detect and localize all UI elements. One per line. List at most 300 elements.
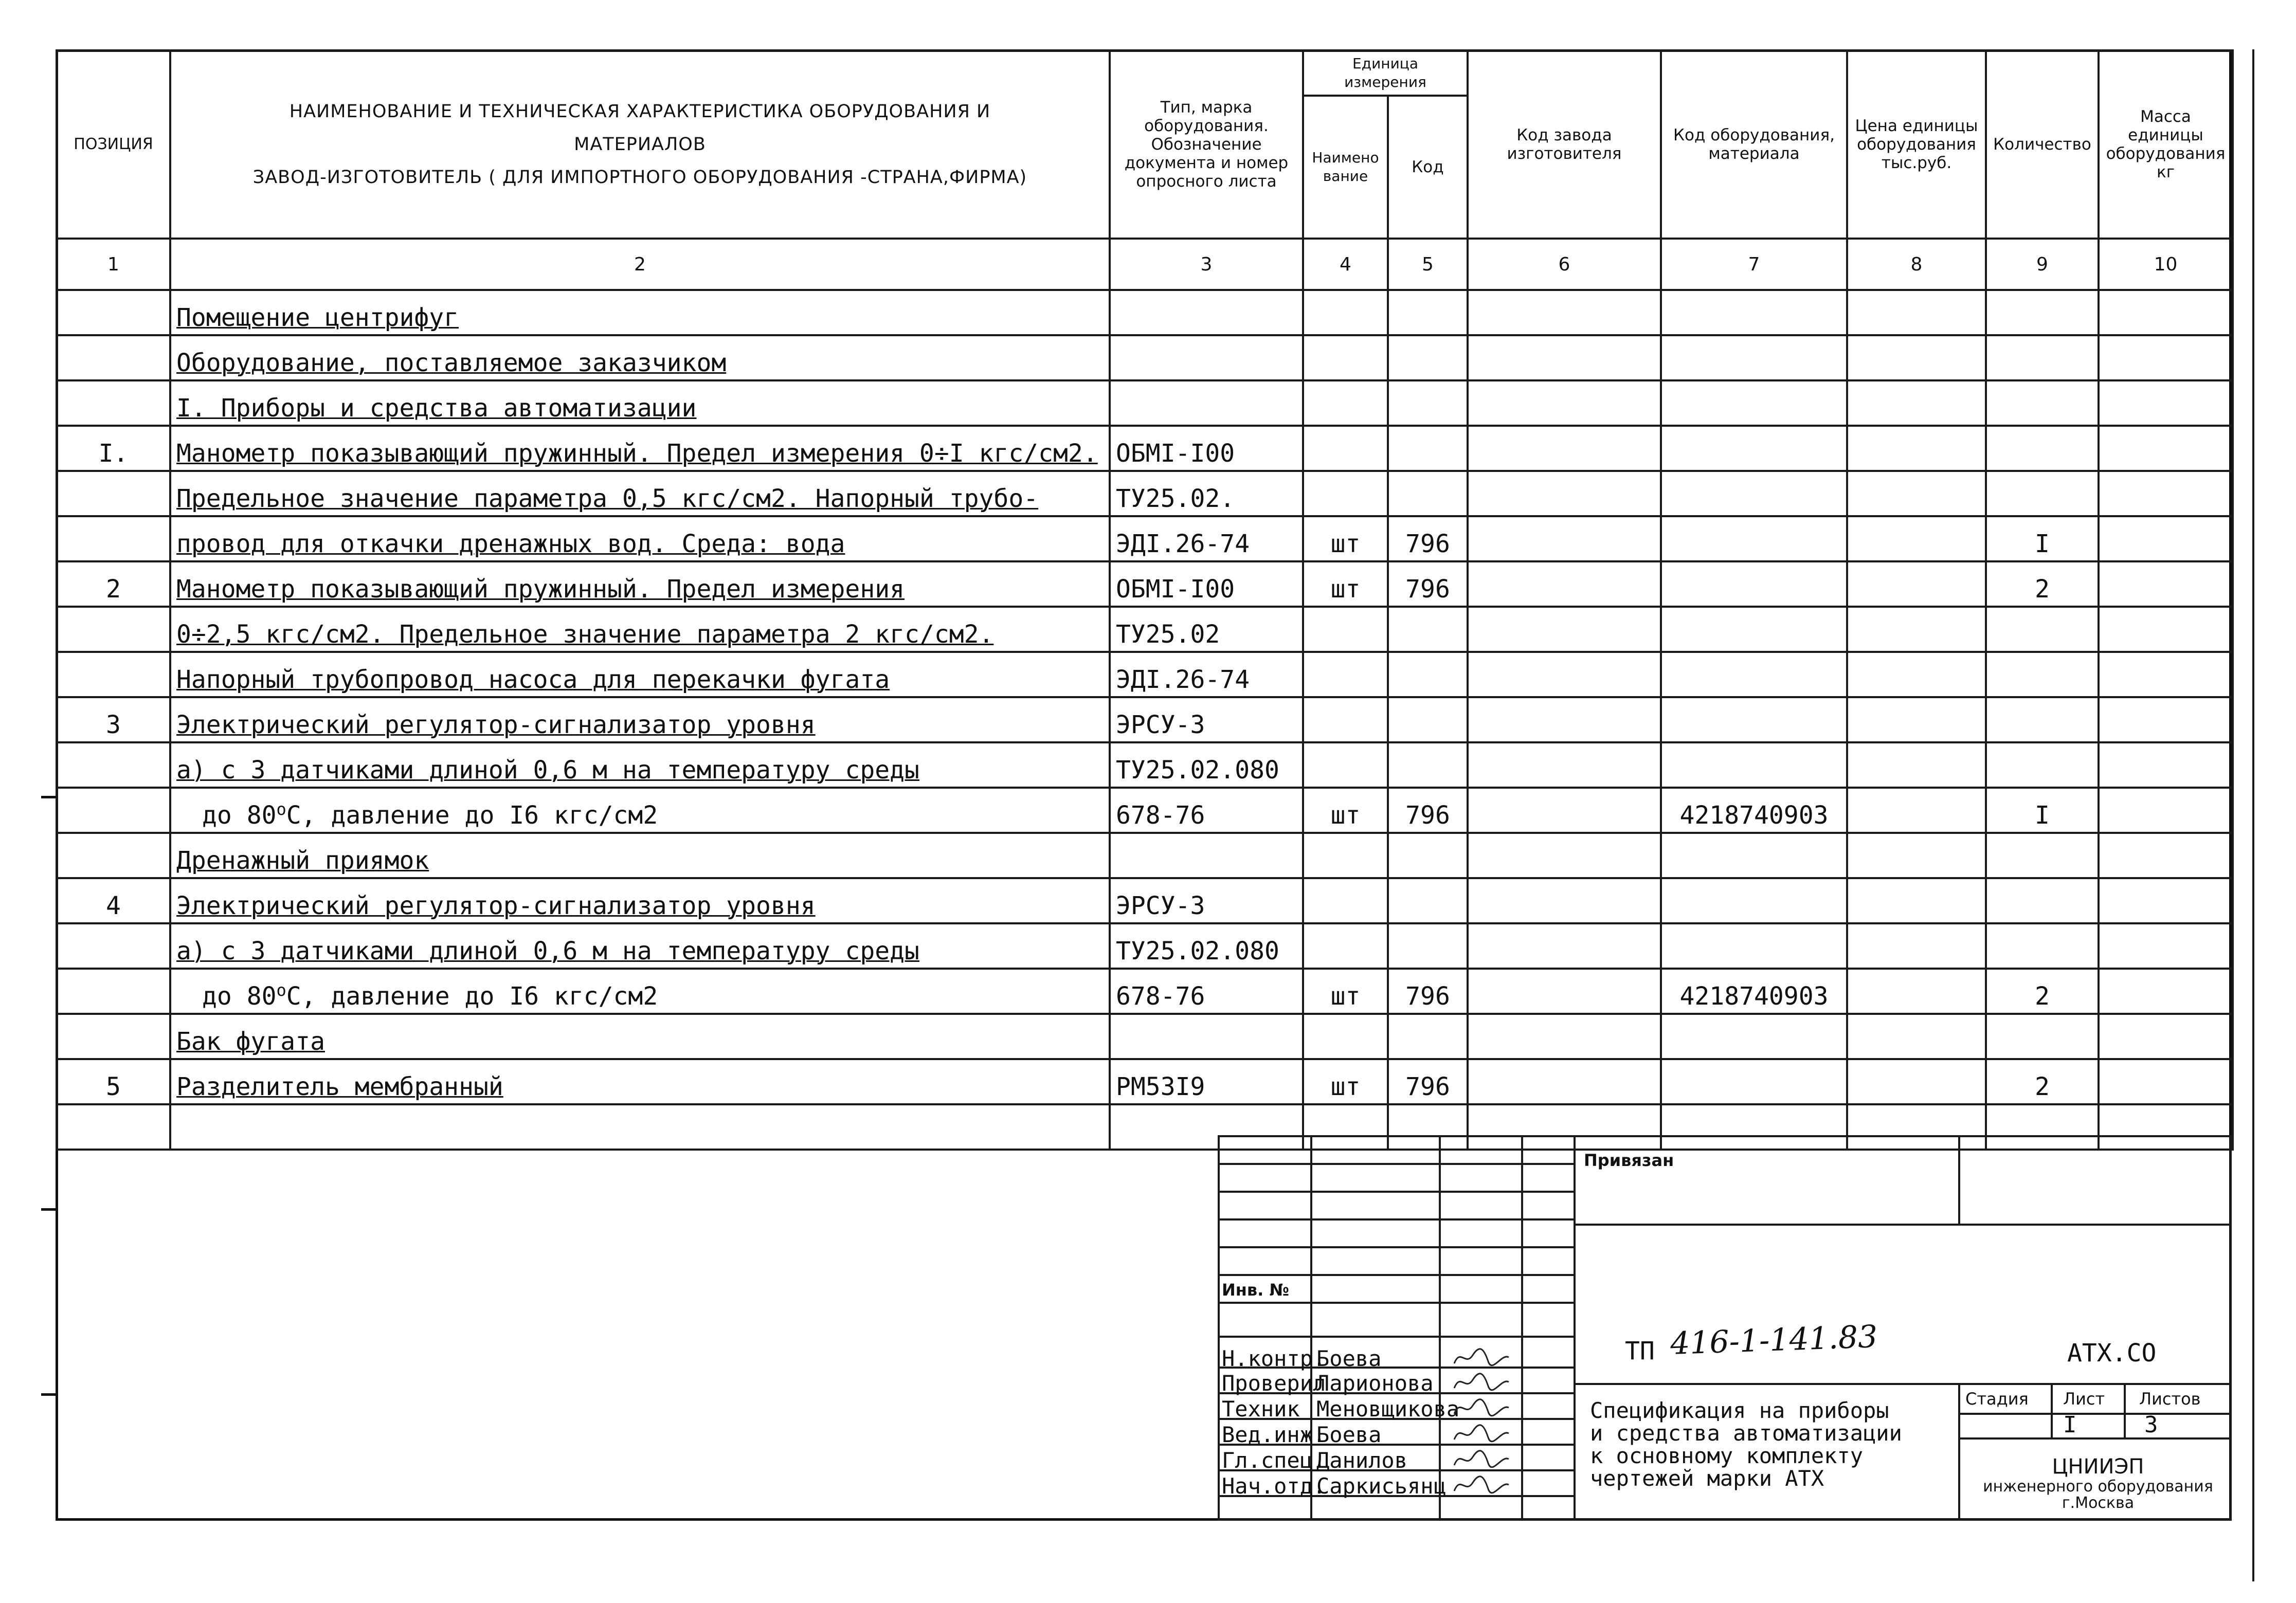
- equipment-code-cell: [1661, 516, 1847, 561]
- type-cell: [1110, 471, 1303, 516]
- price-cell: [1847, 471, 1986, 516]
- name-cell: [170, 1059, 1110, 1104]
- mass-cell: [2099, 335, 2233, 380]
- header-unit-name: Наименование: [1303, 96, 1388, 239]
- name-cell: [170, 426, 1110, 471]
- name-text: С, давление до I6 кгс/см2: [286, 982, 658, 1011]
- equipment-code-cell: [1661, 471, 1847, 516]
- equipment-code-cell: [1661, 697, 1847, 742]
- mass-cell: [2099, 1059, 2233, 1104]
- position-cell: [57, 516, 170, 561]
- name-cell: [170, 652, 1110, 697]
- degree-superscript: о: [276, 799, 286, 819]
- column-number: 7: [1661, 239, 1847, 290]
- maker-code-cell: [1468, 742, 1661, 788]
- description-line: Спецификация на приборы: [1590, 1398, 1889, 1423]
- unit-code-cell: [1388, 290, 1468, 335]
- signature-person: Данилов: [1316, 1448, 1408, 1473]
- position-cell: [57, 1104, 170, 1150]
- price-cell: [1847, 1014, 1986, 1059]
- name-cell: [170, 833, 1110, 878]
- equipment-code-cell: [1661, 290, 1847, 335]
- quantity-cell: [1986, 607, 2099, 652]
- maker-code-cell: [1468, 697, 1661, 742]
- name-cell: [170, 878, 1110, 923]
- mass-cell: [2099, 788, 2233, 833]
- type-text: 678-76: [1116, 801, 1205, 830]
- quantity-cell: [1986, 1059, 2099, 1104]
- handwritten-signature: [1450, 1471, 1512, 1497]
- maker-code-cell: [1468, 923, 1661, 969]
- name-text: Дренажный приямок: [176, 846, 429, 875]
- type-cell: [1110, 742, 1303, 788]
- sheet-number: I: [2063, 1412, 2077, 1438]
- type-cell: [1110, 697, 1303, 742]
- unit-code-cell: [1388, 471, 1468, 516]
- fold-mark: [41, 1393, 57, 1396]
- quantity-text: I: [2035, 801, 2050, 830]
- unit-cell: [1303, 788, 1388, 833]
- type-cell: [1110, 290, 1303, 335]
- column-number: 9: [1986, 239, 2099, 290]
- signature-person: Боева: [1316, 1422, 1382, 1447]
- name-text: Электрический регулятор-сигнализатор уровня: [176, 891, 816, 920]
- position-cell: [57, 607, 170, 652]
- name-text: Напорный трубопровод насоса для перекачки фугата: [176, 665, 890, 694]
- name-text: С, давление до I6 кгс/см2: [286, 801, 658, 830]
- unit-code-cell: [1388, 607, 1468, 652]
- column-numbers-row: [57, 239, 2233, 290]
- quantity-cell: [1986, 380, 2099, 426]
- signature-role: Н.контр.: [1222, 1346, 1326, 1371]
- equipment-code-cell: [1661, 426, 1847, 471]
- name-text: провод для откачки дренажных вод. Среда: вода: [176, 530, 845, 558]
- signature-role: Вед.инж.: [1222, 1422, 1326, 1447]
- quantity-cell: [1986, 335, 2099, 380]
- price-cell: [1847, 742, 1986, 788]
- unit-cell: [1303, 335, 1388, 380]
- position-cell: [57, 290, 170, 335]
- signature-role: Гл.спец.: [1222, 1448, 1326, 1473]
- equipment-code-cell: [1661, 923, 1847, 969]
- type-text: 678-76: [1116, 982, 1205, 1011]
- type-cell: [1110, 426, 1303, 471]
- maker-code-cell: [1468, 561, 1661, 607]
- unit-text: шт: [1330, 530, 1361, 558]
- price-cell: [1847, 561, 1986, 607]
- table-row: [57, 426, 2233, 471]
- type-text: ТУ25.02: [1116, 620, 1220, 649]
- position-text: 5: [106, 1072, 121, 1101]
- column-number: 3: [1110, 239, 1303, 290]
- position-cell: [57, 471, 170, 516]
- quantity-cell: [1986, 969, 2099, 1014]
- fold-mark: [41, 796, 57, 798]
- column-number: 5: [1388, 239, 1468, 290]
- unit-text: шт: [1330, 1072, 1361, 1101]
- name-text: 0÷2,5 кгс/см2. Предельное значение параметра 2 кгс/см2.: [176, 620, 994, 649]
- position-cell: [57, 969, 170, 1014]
- quantity-text: I: [2035, 530, 2050, 558]
- position-cell: [57, 1014, 170, 1059]
- type-cell: [1110, 788, 1303, 833]
- table-row: [57, 788, 2233, 833]
- org-line: инженерного оборудования: [1983, 1478, 2213, 1496]
- unit-code-text: 796: [1405, 801, 1450, 830]
- quantity-text: 2: [2035, 982, 2050, 1011]
- mass-cell: [2099, 969, 2233, 1014]
- unit-code-text: 796: [1405, 575, 1450, 604]
- equipment-code-cell: [1661, 878, 1847, 923]
- org-line: г.Москва: [2062, 1494, 2135, 1512]
- quantity-cell: [1986, 697, 2099, 742]
- unit-code-cell: [1388, 1014, 1468, 1059]
- type-cell: [1110, 652, 1303, 697]
- signature-role: Проверил: [1222, 1371, 1326, 1396]
- maker-code-cell: [1468, 426, 1661, 471]
- attached-label: Привязан: [1584, 1151, 1674, 1170]
- unit-code-cell: [1388, 561, 1468, 607]
- header-name-line2: МАТЕРИАЛОВ: [574, 134, 706, 155]
- sheet-label: Лист: [2063, 1389, 2105, 1409]
- description-line: чертежей марки АТХ: [1590, 1466, 1824, 1491]
- name-cell: [170, 697, 1110, 742]
- unit-cell: [1303, 290, 1388, 335]
- document-code-prefix: ТП: [1625, 1337, 1655, 1365]
- equipment-code-cell: [1661, 788, 1847, 833]
- quantity-cell: [1986, 652, 2099, 697]
- name-cell: [170, 923, 1110, 969]
- unit-cell: [1303, 426, 1388, 471]
- header-position: ПОЗИЦИЯ: [57, 50, 170, 239]
- unit-text: шт: [1330, 982, 1361, 1011]
- name-text: I. Приборы и средства автоматизации: [176, 394, 697, 423]
- unit-code-cell: [1388, 380, 1468, 426]
- equipment-code-text: 4218740903: [1679, 982, 1829, 1011]
- unit-code-text: 796: [1405, 982, 1450, 1011]
- inventory-label: Инв. №: [1222, 1280, 1289, 1300]
- mass-cell: [2099, 471, 2233, 516]
- equipment-code-cell: [1661, 969, 1847, 1014]
- name-cell: [170, 471, 1110, 516]
- price-cell: [1847, 426, 1986, 471]
- price-cell: [1847, 923, 1986, 969]
- margin-line: [2252, 49, 2254, 1581]
- type-cell: [1110, 516, 1303, 561]
- position-cell: [57, 742, 170, 788]
- handwritten-signature: [1450, 1344, 1512, 1370]
- header-mass: Масса единицы оборудования кг: [2099, 50, 2233, 239]
- quantity-cell: [1986, 878, 2099, 923]
- table-row: [57, 380, 2233, 426]
- header-maker-code: Код завода изготовителя: [1468, 50, 1661, 239]
- name-cell: [170, 969, 1110, 1014]
- price-cell: [1847, 969, 1986, 1014]
- unit-code-text: 796: [1405, 1072, 1450, 1101]
- maker-code-cell: [1468, 652, 1661, 697]
- price-cell: [1847, 878, 1986, 923]
- equipment-code-cell: [1661, 561, 1847, 607]
- header-quantity: Количество: [1986, 50, 2099, 239]
- mass-cell: [2099, 652, 2233, 697]
- header-type: Тип, марка оборудования. Обозначение документа и номер опросного листа: [1110, 50, 1303, 239]
- quantity-cell: [1986, 516, 2099, 561]
- header-equipment-code: Код оборудования, материала: [1661, 50, 1847, 239]
- maker-code-cell: [1468, 290, 1661, 335]
- quantity-cell: [1986, 426, 2099, 471]
- type-text: ЭРСУ-3: [1116, 891, 1205, 920]
- quantity-text: 2: [2035, 1072, 2050, 1101]
- org-line: ЦНИИЭП: [2052, 1455, 2144, 1479]
- unit-code-cell: [1388, 833, 1468, 878]
- unit-code-cell: [1388, 652, 1468, 697]
- handwritten-signature: [1450, 1446, 1512, 1471]
- name-text: а) с 3 датчиками длиной 0,6 м на температуру среды: [176, 756, 919, 785]
- price-cell: [1847, 1059, 1986, 1104]
- unit-cell: [1303, 697, 1388, 742]
- type-text: ТУ25.02.080: [1116, 937, 1279, 966]
- type-text: ОБМI-I00: [1116, 575, 1235, 604]
- price-cell: [1847, 788, 1986, 833]
- maker-code-cell: [1468, 607, 1661, 652]
- table-row: [57, 697, 2233, 742]
- sheets-count: 3: [2144, 1412, 2158, 1438]
- maker-code-cell: [1468, 969, 1661, 1014]
- unit-cell: [1303, 607, 1388, 652]
- mass-cell: [2099, 697, 2233, 742]
- table-row: [57, 290, 2233, 335]
- table-row: [57, 742, 2233, 788]
- unit-text: шт: [1330, 801, 1361, 830]
- name-text: Манометр показывающий пружинный. Предел измерения 0÷I кгс/см2.: [176, 439, 1098, 468]
- position-text: 2: [106, 575, 121, 604]
- unit-code-cell: [1388, 788, 1468, 833]
- maker-code-cell: [1468, 1059, 1661, 1104]
- table-row: [57, 878, 2233, 923]
- signature-person: Меновщикова: [1316, 1396, 1460, 1422]
- header-name: [170, 50, 1110, 239]
- unit-cell: [1303, 923, 1388, 969]
- name-cell: [170, 290, 1110, 335]
- type-cell: [1110, 833, 1303, 878]
- signature-person: Ларионова: [1316, 1371, 1434, 1396]
- unit-code-cell: [1388, 1059, 1468, 1104]
- name-text: Помещение центрифуг: [176, 303, 459, 332]
- type-cell: [1110, 380, 1303, 426]
- maker-code-cell: [1468, 833, 1661, 878]
- unit-cell: [1303, 969, 1388, 1014]
- position-text: I.: [98, 439, 129, 468]
- name-cell: [170, 607, 1110, 652]
- unit-cell: [1303, 878, 1388, 923]
- table-row: [57, 1059, 2233, 1104]
- equipment-code-cell: [1661, 652, 1847, 697]
- position-cell: [57, 788, 170, 833]
- quantity-cell: [1986, 1014, 2099, 1059]
- equipment-code-cell: [1661, 607, 1847, 652]
- equipment-code-cell: [1661, 1059, 1847, 1104]
- type-cell: [1110, 923, 1303, 969]
- degree-superscript: о: [276, 980, 286, 1000]
- price-cell: [1847, 833, 1986, 878]
- unit-code-cell: [1388, 878, 1468, 923]
- equipment-code-text: 4218740903: [1679, 801, 1829, 830]
- column-number: 1: [57, 239, 170, 290]
- price-cell: [1847, 652, 1986, 697]
- position-cell: [57, 561, 170, 607]
- price-cell: [1847, 290, 1986, 335]
- quantity-cell: [1986, 742, 2099, 788]
- name-text: до 80: [202, 801, 277, 830]
- position-cell: [57, 380, 170, 426]
- unit-code-cell: [1388, 697, 1468, 742]
- unit-cell: [1303, 1059, 1388, 1104]
- equipment-code-cell: [1661, 742, 1847, 788]
- type-cell: [1110, 561, 1303, 607]
- table-row: [57, 516, 2233, 561]
- type-text: ЭДI.26-74: [1116, 530, 1250, 558]
- document-description: [1590, 1399, 1902, 1490]
- position-cell: [57, 833, 170, 878]
- price-cell: [1847, 516, 1986, 561]
- organization: [1964, 1455, 2232, 1511]
- type-cell: [1110, 1014, 1303, 1059]
- mass-cell: [2099, 833, 2233, 878]
- handwritten-signature: [1450, 1369, 1512, 1394]
- sheets-label: Листов: [2139, 1389, 2201, 1409]
- handwritten-signature: [1450, 1420, 1512, 1446]
- type-text: ТУ25.02.080: [1116, 756, 1279, 785]
- stage-label: Стадия: [1965, 1389, 2029, 1409]
- quantity-cell: [1986, 561, 2099, 607]
- description-line: к основному комплекту: [1590, 1443, 1864, 1468]
- type-text: ОБМI-I00: [1116, 439, 1235, 468]
- price-cell: [1847, 697, 1986, 742]
- price-cell: [1847, 335, 1986, 380]
- equipment-code-cell: [1661, 1014, 1847, 1059]
- document-mark: АТХ.СО: [2067, 1339, 2157, 1368]
- table-row: [57, 561, 2233, 607]
- position-cell: [57, 1059, 170, 1104]
- unit-cell: [1303, 516, 1388, 561]
- mass-cell: [2099, 290, 2233, 335]
- name-cell: [170, 1104, 1110, 1150]
- position-cell: [57, 697, 170, 742]
- table-row: [57, 1014, 2233, 1059]
- signature-person: Боева: [1316, 1346, 1382, 1371]
- header-price: Цена единицы оборудования тыс.руб.: [1847, 50, 1986, 239]
- unit-code-text: 796: [1405, 530, 1450, 558]
- name-cell: [170, 380, 1110, 426]
- quantity-cell: [1986, 290, 2099, 335]
- type-cell: [1110, 969, 1303, 1014]
- quantity-cell: [1986, 833, 2099, 878]
- position-cell: [57, 426, 170, 471]
- maker-code-cell: [1468, 516, 1661, 561]
- signature-role: Техник: [1222, 1396, 1300, 1422]
- unit-cell: [1303, 742, 1388, 788]
- unit-code-cell: [1388, 742, 1468, 788]
- type-text: ЭДI.26-74: [1116, 665, 1250, 694]
- position-cell: [57, 878, 170, 923]
- unit-cell: [1303, 833, 1388, 878]
- maker-code-cell: [1468, 471, 1661, 516]
- position-text: 4: [106, 891, 121, 920]
- table-row: [57, 652, 2233, 697]
- mass-cell: [2099, 1014, 2233, 1059]
- maker-code-cell: [1468, 380, 1661, 426]
- column-number: 2: [170, 239, 1110, 290]
- name-text: Оборудование, поставляемое заказчиком: [176, 349, 727, 377]
- type-text: ТУ25.02.: [1116, 484, 1235, 513]
- table-row: [57, 607, 2233, 652]
- unit-cell: [1303, 1014, 1388, 1059]
- unit-cell: [1303, 561, 1388, 607]
- header-unit-code: Код: [1388, 96, 1468, 239]
- position-cell: [57, 652, 170, 697]
- price-cell: [1847, 607, 1986, 652]
- name-text: Бак фугата: [176, 1027, 325, 1056]
- mass-cell: [2099, 380, 2233, 426]
- mass-cell: [2099, 426, 2233, 471]
- signature-person: Саркисьянц: [1316, 1473, 1447, 1499]
- maker-code-cell: [1468, 335, 1661, 380]
- quantity-cell: [1986, 923, 2099, 969]
- unit-code-cell: [1388, 516, 1468, 561]
- price-cell: [1847, 380, 1986, 426]
- document-code: 416-1-141.83: [1669, 1318, 1878, 1362]
- type-cell: [1110, 607, 1303, 652]
- maker-code-cell: [1468, 788, 1661, 833]
- name-cell: [170, 516, 1110, 561]
- name-cell: [170, 1014, 1110, 1059]
- unit-code-cell: [1388, 335, 1468, 380]
- maker-code-cell: [1468, 878, 1661, 923]
- column-number: 8: [1847, 239, 1986, 290]
- mass-cell: [2099, 923, 2233, 969]
- equipment-code-cell: [1661, 335, 1847, 380]
- unit-code-cell: [1388, 923, 1468, 969]
- type-cell: [1110, 878, 1303, 923]
- specification-table: [56, 49, 2234, 1151]
- position-text: 3: [106, 711, 121, 739]
- unit-cell: [1303, 380, 1388, 426]
- unit-cell: [1303, 471, 1388, 516]
- name-text: а) с 3 датчиками длиной 0,6 м на температуру среды: [176, 937, 919, 966]
- type-text: РМ53I9: [1116, 1072, 1205, 1101]
- description-line: и средства автоматизации: [1590, 1420, 1902, 1446]
- name-cell: [170, 561, 1110, 607]
- unit-cell: [1303, 652, 1388, 697]
- header-unit: Единица измерения: [1303, 50, 1468, 96]
- unit-text: шт: [1330, 575, 1361, 604]
- name-cell: [170, 335, 1110, 380]
- unit-code-cell: [1388, 969, 1468, 1014]
- position-cell: [57, 923, 170, 969]
- name-text: до 80: [202, 982, 277, 1011]
- type-text: ЭРСУ-3: [1116, 711, 1205, 739]
- column-number: 6: [1468, 239, 1661, 290]
- position-cell: [57, 335, 170, 380]
- type-cell: [1110, 1059, 1303, 1104]
- table-row: [57, 923, 2233, 969]
- header-name-line3: ЗАВОД-ИЗГОТОВИТЕЛЬ ( ДЛЯ ИМПОРТНОГО ОБОРУДОВАНИЯ -СТРАНА,ФИРМА): [252, 167, 1027, 188]
- name-text: Предельное значение параметра 0,5 кгс/см2. Напорный трубо-: [176, 484, 1039, 513]
- name-cell: [170, 742, 1110, 788]
- handwritten-signature: [1450, 1394, 1512, 1420]
- table-row: [57, 969, 2233, 1014]
- equipment-code-cell: [1661, 833, 1847, 878]
